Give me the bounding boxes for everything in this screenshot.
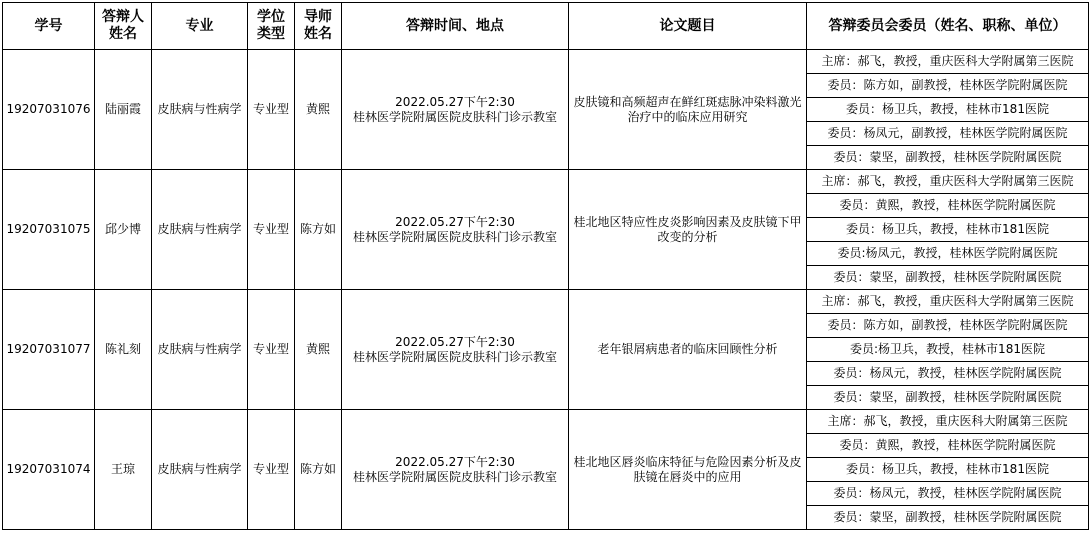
committee-member: 主席：郝飞，教授，重庆医科大附属第三医院 bbox=[807, 410, 1089, 434]
major-cell: 皮肤病与性病学 bbox=[152, 410, 248, 530]
header-student-name-line2: 姓名 bbox=[109, 26, 137, 42]
student-id-cell: 19207031076 bbox=[3, 50, 95, 170]
committee-member: 委员：陈方如，副教授，桂林医学院附属医院 bbox=[807, 74, 1089, 98]
table-row bbox=[3, 170, 1089, 194]
student-name-cell: 王琼 bbox=[95, 410, 152, 530]
header-time-place: 答辩时间、地点 bbox=[342, 3, 569, 50]
supervisor-cell: 黄熙 bbox=[295, 50, 342, 170]
committee-member: 委员：蒙坚，副教授，桂林医学院附属医院 bbox=[807, 386, 1089, 410]
header-student-name bbox=[95, 3, 152, 50]
major-cell: 皮肤病与性病学 bbox=[152, 50, 248, 170]
committee-member: 委员：杨凤元，副教授，桂林医学院附属医院 bbox=[807, 122, 1089, 146]
committee-member: 委员：蒙坚，副教授，桂林医学院附属医院 bbox=[807, 146, 1089, 170]
committee-member: 委员：杨凤元，教授，桂林医学院附属医院 bbox=[807, 482, 1089, 506]
major-cell: 皮肤病与性病学 bbox=[152, 290, 248, 410]
committee-member: 委员：杨卫兵，教授，桂林市181医院 bbox=[807, 218, 1089, 242]
thesis-title-cell: 皮肤镜和高频超声在鲜红斑痣脉冲染料激光治疗中的临床应用研究 bbox=[569, 50, 807, 170]
header-degree-type-line2: 类型 bbox=[257, 26, 285, 42]
committee-member: 委员:杨卫兵，教授，桂林市181医院 bbox=[807, 338, 1089, 362]
supervisor-cell: 陈方如 bbox=[295, 170, 342, 290]
header-row bbox=[3, 3, 1089, 50]
time-place-cell bbox=[342, 170, 569, 290]
header-committee: 答辩委员会委员（姓名、职称、单位） bbox=[807, 3, 1089, 50]
table-row bbox=[3, 290, 1089, 314]
student-name-cell: 陆丽霞 bbox=[95, 50, 152, 170]
degree-type-cell: 专业型 bbox=[248, 50, 295, 170]
defense-time: 2022.05.27下午2:30 bbox=[395, 94, 515, 109]
student-id-cell: 19207031077 bbox=[3, 290, 95, 410]
committee-member: 主席：郝飞，教授，重庆医科大学附属第三医院 bbox=[807, 50, 1089, 74]
defense-place: 桂林医学院附属医院皮肤科门诊示教室 bbox=[352, 349, 557, 364]
committee-member: 主席：郝飞，教授，重庆医科大学附属第三医院 bbox=[807, 290, 1089, 314]
header-major: 专业 bbox=[152, 3, 248, 50]
degree-type-cell: 专业型 bbox=[248, 290, 295, 410]
header-supervisor-line2: 姓名 bbox=[304, 26, 332, 42]
committee-member: 委员：蒙坚，副教授，桂林医学院附属医院 bbox=[807, 266, 1089, 290]
header-supervisor bbox=[295, 3, 342, 50]
committee-member: 委员：黄熙，教授，桂林医学院附属医院 bbox=[807, 434, 1089, 458]
supervisor-cell: 陈方如 bbox=[295, 410, 342, 530]
header-thesis-title: 论文题目 bbox=[569, 3, 807, 50]
defense-place: 桂林医学院附属医院皮肤科门诊示教室 bbox=[352, 229, 557, 244]
student-id-cell: 19207031075 bbox=[3, 170, 95, 290]
time-place-cell bbox=[342, 50, 569, 170]
major-cell: 皮肤病与性病学 bbox=[152, 170, 248, 290]
thesis-title-cell: 老年银屑病患者的临床回顾性分析 bbox=[569, 290, 807, 410]
time-place-cell bbox=[342, 410, 569, 530]
student-name-cell: 陈礼刻 bbox=[95, 290, 152, 410]
header-student-id: 学号 bbox=[3, 3, 95, 50]
defense-time: 2022.05.27下午2:30 bbox=[395, 214, 515, 229]
thesis-title-cell: 桂北地区唇炎临床特征与危险因素分析及皮肤镜在唇炎中的应用 bbox=[569, 410, 807, 530]
defense-schedule-table bbox=[2, 2, 1089, 530]
defense-place: 桂林医学院附属医院皮肤科门诊示教室 bbox=[352, 109, 557, 124]
time-place-cell bbox=[342, 290, 569, 410]
defense-time: 2022.05.27下午2:30 bbox=[395, 334, 515, 349]
header-degree-type-line1: 学位 bbox=[257, 9, 285, 25]
committee-member: 委员:杨凤元，教授，桂林医学院附属医院 bbox=[807, 242, 1089, 266]
committee-member: 委员：蒙坚，副教授，桂林医学院附属医院 bbox=[807, 506, 1089, 530]
defense-time: 2022.05.27下午2:30 bbox=[395, 454, 515, 469]
student-name-cell: 邱少博 bbox=[95, 170, 152, 290]
degree-type-cell: 专业型 bbox=[248, 410, 295, 530]
committee-member: 委员：陈方如，副教授，桂林医学院附属医院 bbox=[807, 314, 1089, 338]
committee-member: 委员：杨卫兵，教授，桂林市181医院 bbox=[807, 98, 1089, 122]
committee-member: 委员：杨卫兵，教授，桂林市181医院 bbox=[807, 458, 1089, 482]
committee-member: 主席：郝飞，教授，重庆医科大学附属第三医院 bbox=[807, 170, 1089, 194]
table-row bbox=[3, 50, 1089, 74]
committee-member: 委员：黄熙，教授，桂林医学院附属医院 bbox=[807, 194, 1089, 218]
student-id-cell: 19207031074 bbox=[3, 410, 95, 530]
header-supervisor-line1: 导师 bbox=[304, 9, 332, 25]
table-row bbox=[3, 410, 1089, 434]
thesis-title-cell: 桂北地区特应性皮炎影响因素及皮肤镜下甲改变的分析 bbox=[569, 170, 807, 290]
committee-member: 委员：杨凤元，教授，桂林医学院附属医院 bbox=[807, 362, 1089, 386]
defense-place: 桂林医学院附属医院皮肤科门诊示教室 bbox=[352, 469, 557, 484]
supervisor-cell: 黄熙 bbox=[295, 290, 342, 410]
degree-type-cell: 专业型 bbox=[248, 170, 295, 290]
header-student-name-line1: 答辩人 bbox=[102, 9, 144, 25]
header-degree-type bbox=[248, 3, 295, 50]
